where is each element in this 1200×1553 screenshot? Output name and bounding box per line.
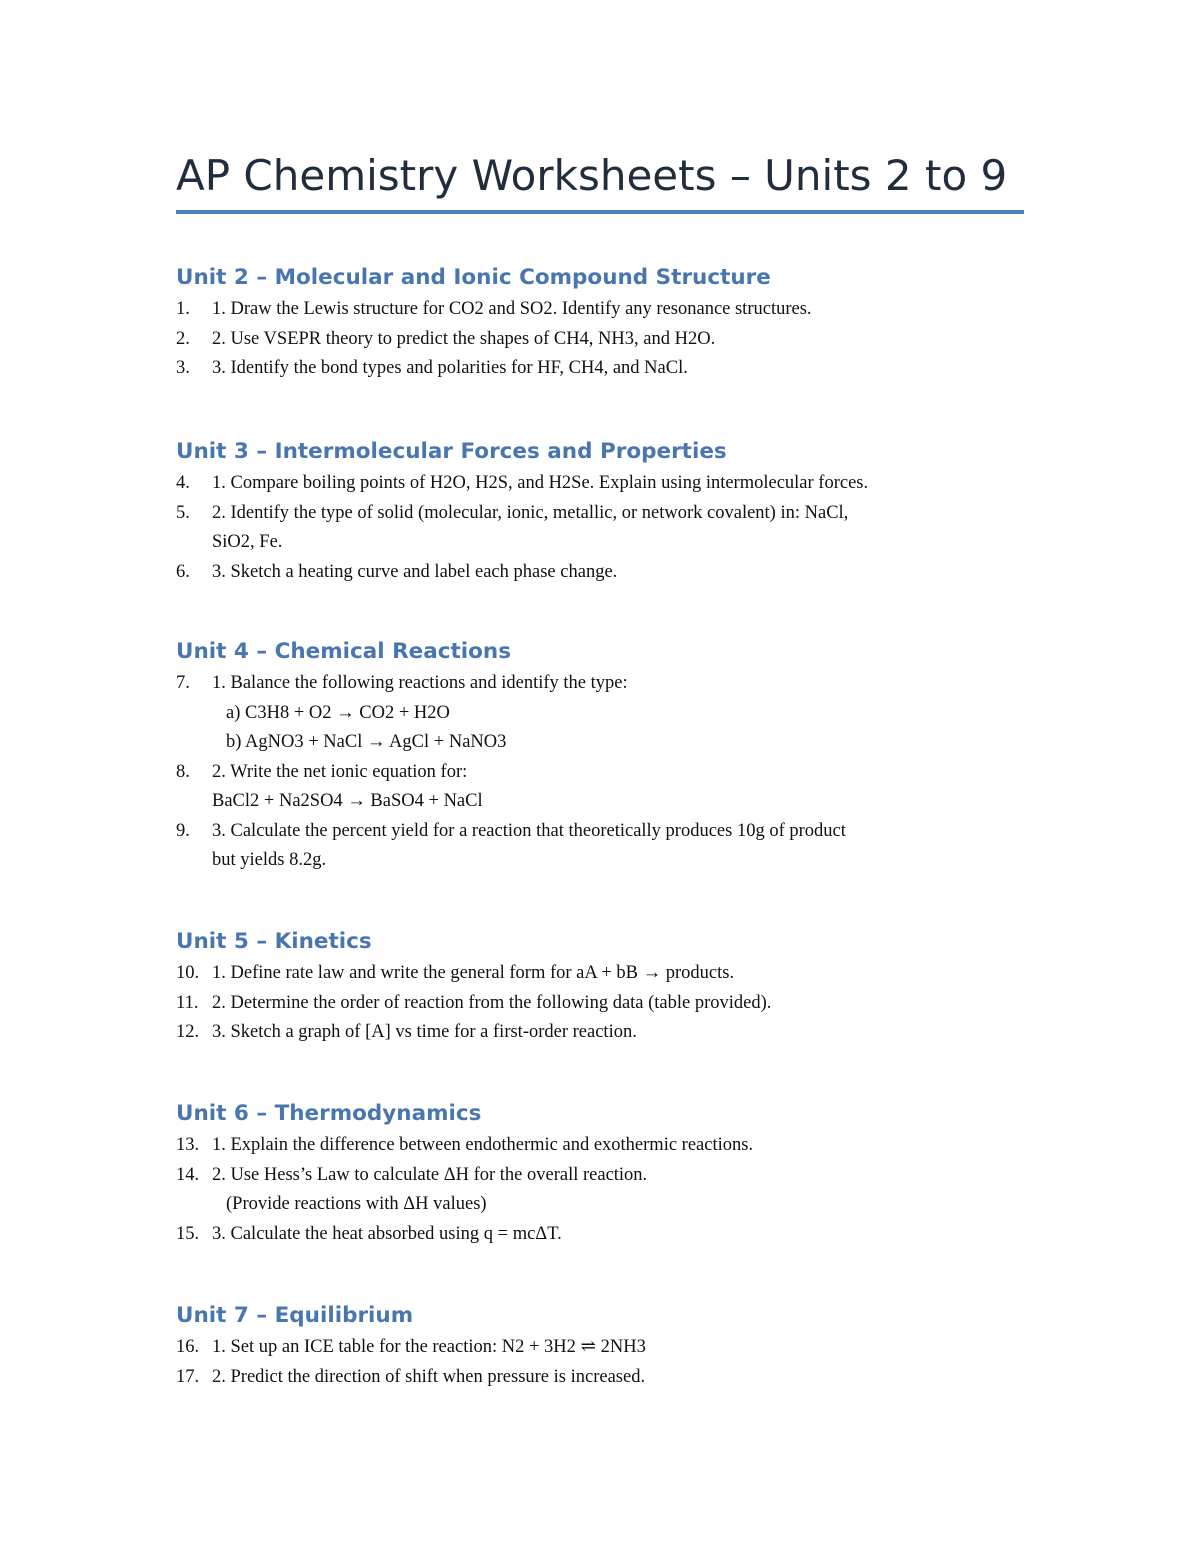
question-text: 2. Predict the direction of shift when pressure is increased. [212,1366,646,1387]
question-text: 3. Identify the bond types and polarities for HF, CH4, and NaCl. [212,358,688,378]
question-number: 13. [176,1135,200,1155]
reaction-equation: a) C3H8 + O2 → CO2 + H2O [226,702,450,723]
section-heading: Unit 4 – Chemical Reactions [176,639,512,664]
reaction-equation: b) AgNO3 + NaCl → AgCl + NaNO3 [226,732,507,752]
question-item [176,325,1026,355]
question-number: 16. [176,1337,200,1357]
question-list [176,469,1026,587]
question-item [176,469,1026,499]
question-number: 6. [176,561,190,582]
question-number: 15. [176,1223,200,1244]
question-number: 12. [176,1022,200,1042]
question-number: 11. [176,992,199,1013]
question-item [176,1220,1026,1250]
question-item [176,1363,1026,1393]
section-unit-6 [176,1097,1026,1249]
section-unit-3 [176,435,1026,587]
page-title: AP Chemistry Worksheets – Units 2 to 9 [176,151,1008,200]
question-text: 3. Calculate the percent yield for a reaction that theoretically produces 10g of product [212,820,846,841]
question-item [176,817,1026,876]
title-underline [176,210,1024,214]
question-text: 1. Set up an ICE table for the reaction: N2 + 3H2 ⇌ 2NH3 [212,1337,646,1357]
question-number: 1. [176,299,190,319]
question-list [176,295,1026,384]
question-number: 9. [176,820,190,841]
question-number: 3. [176,358,190,378]
question-item [176,295,1026,325]
question-text: 2. Use Hess’s Law to calculate ΔH for the overall reaction. [212,1164,648,1185]
question-item [176,758,1026,817]
question-item [176,669,1026,758]
question-list [176,669,1026,876]
question-text: 2. Use VSEPR theory to predict the shapes of CH4, NH3, and H2O. [212,328,716,349]
question-text-continued: SiO2, Fe. [212,532,283,552]
question-item [176,959,1026,989]
question-number: 2. [176,328,190,349]
section-unit-7 [176,1299,1026,1392]
reaction-equation: BaCl2 + Na2SO4 → BaSO4 + NaCl [212,791,483,811]
question-text: 3. Sketch a graph of [A] vs time for a first-order reaction. [212,1022,637,1042]
question-text: 1. Draw the Lewis structure for CO2 and SO2. Identify any resonance structures. [212,299,812,319]
question-list [176,1131,1026,1249]
question-item [176,1161,1026,1220]
question-number: 8. [176,761,190,782]
question-number: 7. [176,673,190,693]
question-text: 1. Explain the difference between endothermic and exothermic reactions. [212,1135,754,1155]
section-heading: Unit 6 – Thermodynamics [176,1101,482,1126]
section-heading: Unit 2 – Molecular and Ionic Compound Structure [176,265,771,290]
question-number: 4. [176,473,190,493]
question-item [176,354,1026,384]
question-text: 3. Calculate the heat absorbed using q = mcΔT. [212,1223,562,1244]
question-text: 1. Define rate law and write the general form for aA + bB → products. [212,963,735,983]
section-unit-2 [176,261,1026,384]
question-list [176,959,1026,1048]
question-text: 2. Identify the type of solid (molecular, ionic, metallic, or network covalent) in: NaCl, [212,502,849,523]
section-heading: Unit 5 – Kinetics [176,929,372,954]
question-number: 14. [176,1164,200,1185]
section-unit-5 [176,925,1026,1048]
question-number: 17. [176,1366,200,1387]
question-item [176,1018,1026,1048]
question-item [176,499,1026,558]
question-number: 10. [176,963,200,983]
question-text: 2. Write the net ionic equation for: [212,761,468,782]
question-item [176,989,1026,1019]
question-text: 3. Sketch a heating curve and label each phase change. [212,561,618,582]
question-number: 5. [176,502,190,523]
section-heading: Unit 3 – Intermolecular Forces and Properties [176,439,727,464]
question-item [176,1131,1026,1161]
question-list [176,1333,1026,1392]
question-text: 1. Balance the following reactions and identify the type: [212,673,628,693]
question-item [176,1333,1026,1363]
question-note: (Provide reactions with ΔH values) [226,1194,487,1214]
question-text: 1. Compare boiling points of H2O, H2S, and H2Se. Explain using intermolecular forces. [212,473,869,493]
question-text-continued: but yields 8.2g. [212,850,327,870]
question-item [176,558,1026,588]
section-heading: Unit 7 – Equilibrium [176,1303,414,1328]
section-unit-4 [176,635,1026,876]
question-text: 2. Determine the order of reaction from the following data (table provided). [212,992,772,1013]
